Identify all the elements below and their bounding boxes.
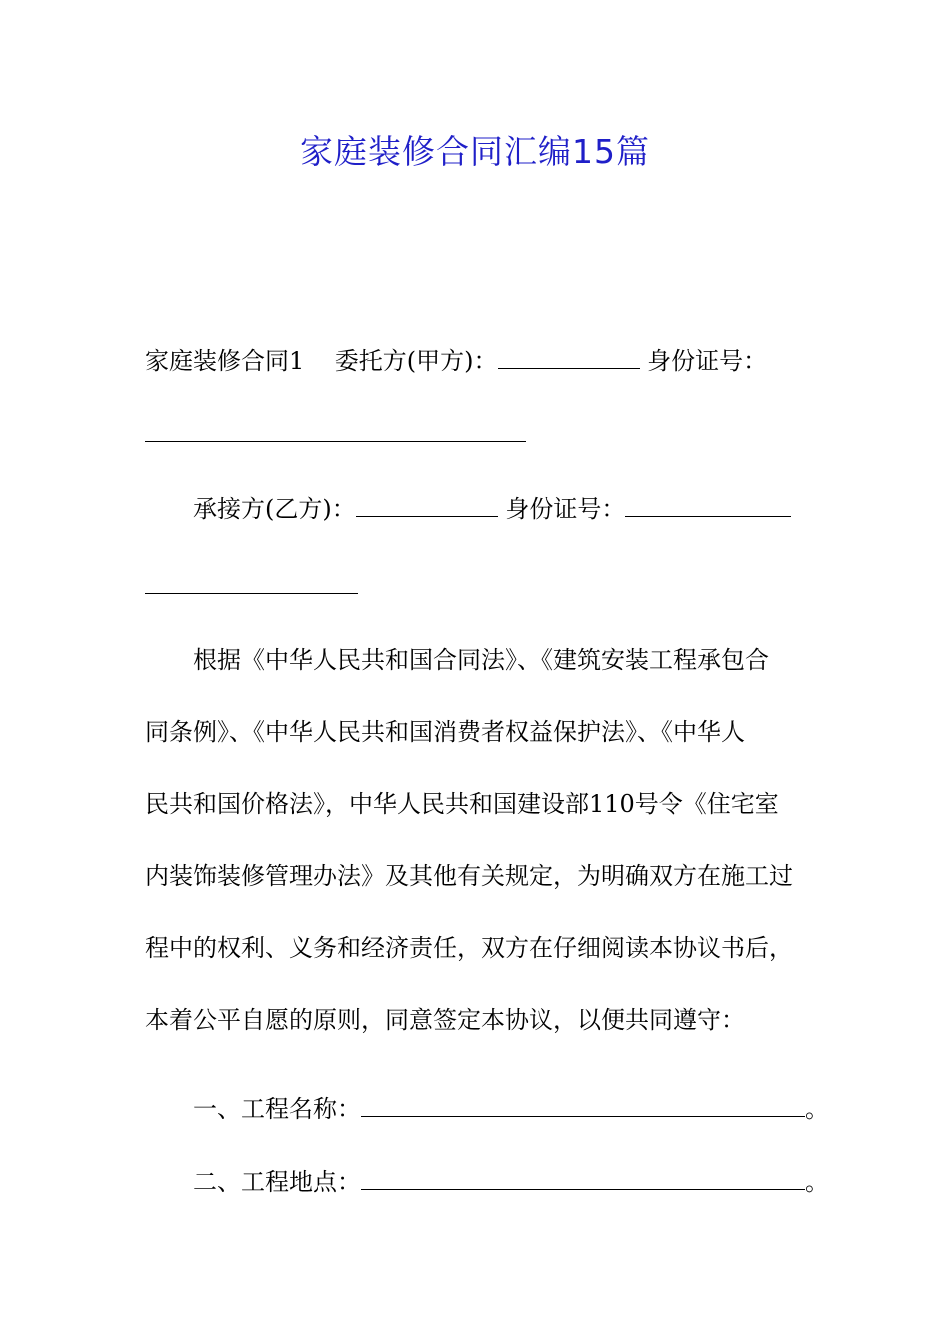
body-line: 民共和国价格法》，中华人民共和国建设部110号令《住宅室 xyxy=(145,790,779,818)
contractor-label: 承接方(乙方)： xyxy=(193,495,356,523)
contractor-line xyxy=(193,490,791,527)
client-line xyxy=(145,342,767,379)
body-line: 根据《中华人民共和国合同法》、《建筑安装工程承包合 xyxy=(193,646,769,674)
body-line: 同条例》、《中华人民共和国消费者权益保护法》、《中华人 xyxy=(145,718,745,746)
client-name-blank xyxy=(498,342,640,369)
contractor-id-blank-continued xyxy=(145,593,358,594)
body-line: 程中的权利、义务和经济责任，双方在仔细阅读本协议书后， xyxy=(145,934,793,962)
body-line: 内装饰装修管理办法》及其他有关规定，为明确双方在施工过 xyxy=(145,862,793,890)
contractor-id-label: 身份证号： xyxy=(505,495,626,523)
project-location-end: 。 xyxy=(805,1168,829,1196)
contractor-id-blank xyxy=(625,490,791,517)
contractor-name-blank xyxy=(356,490,498,517)
client-label: 委托方(甲方)： xyxy=(334,347,498,375)
project-location-line xyxy=(193,1163,829,1200)
project-location-blank xyxy=(361,1163,805,1190)
document-title: 家庭装修合同汇编15篇 xyxy=(300,132,650,171)
project-name-blank xyxy=(361,1090,805,1117)
project-name-line xyxy=(193,1090,829,1127)
body-line: 本着公平自愿的原则，同意签定本协议，以便共同遵守： xyxy=(145,1006,745,1034)
project-name-label: 一、工程名称： xyxy=(193,1095,361,1123)
client-id-blank xyxy=(145,441,526,442)
project-name-end: 。 xyxy=(805,1095,829,1123)
project-location-label: 二、工程地点： xyxy=(193,1168,361,1196)
section-title: 家庭装修合同1 xyxy=(145,347,305,375)
client-id-label: 身份证号： xyxy=(647,347,768,375)
